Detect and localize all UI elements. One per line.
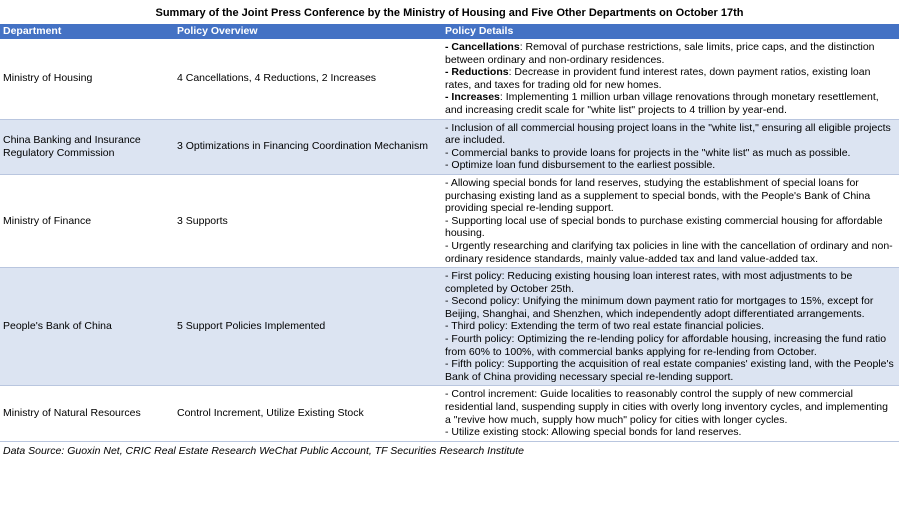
policy-detail-item (445, 426, 896, 439)
policy-detail-item (445, 41, 896, 66)
policy-detail-text: - Inclusion of all commercial housing project loans in the "white list," ensuring all eligible projects are included. (445, 121, 891, 147)
policy-table (0, 24, 899, 442)
policy-detail-text: - Fifth policy: Supporting the acquisition of real estate companies' existing land, with the People's Bank of China providing necessary special re-lending support. (445, 358, 894, 383)
policy-detail-text: - Urgently researching and clarifying tax policies in line with the cancellation of ordinary and non-ordinary residence standards, mainly value-added tax and land value-added tax. (445, 239, 893, 265)
policy-detail-item (445, 122, 896, 147)
policy-detail-item (445, 159, 896, 172)
policy-detail-item (445, 388, 896, 426)
policy-detail-item (445, 240, 896, 265)
policy-overview-cell: Control Increment, Utilize Existing Stock (177, 407, 364, 420)
data-source-note: Data Source: Guoxin Net, CRIC Real Estate Research WeChat Public Account, TF Securities Research Institute (3, 444, 524, 457)
policy-details-cell (442, 39, 899, 119)
table-row (0, 386, 899, 441)
policy-detail-text: - Third policy: Extending the term of two real estate financial policies. (445, 320, 765, 333)
policy-detail-text: : Removal of purchase restrictions, sale limits, price caps, and the distinction between ordinary and non-ordinary residences. (445, 41, 875, 66)
policy-detail-item (445, 147, 896, 160)
header-row (0, 24, 899, 39)
policy-details-cell (442, 268, 899, 386)
policy-detail-label: - Cancellations (445, 41, 520, 53)
header-policy-overview: Policy Overview (174, 24, 442, 39)
table-row (0, 39, 899, 119)
table-row (0, 268, 899, 386)
policy-detail-item (445, 270, 896, 295)
policy-detail-item (445, 177, 896, 215)
policy-detail-item (445, 358, 896, 383)
department-cell: Ministry of Finance (3, 214, 92, 227)
policy-details-cell (442, 174, 899, 267)
policy-detail-label: - Increases (445, 91, 500, 104)
policy-detail-text: - Supporting local use of special bonds to purchase existing commercial housing for affordable housing. (445, 214, 883, 240)
policy-detail-text: - Second policy: Unifying the minimum down payment ratio for mortgages to 15%, except for Beijing, Shanghai, and Shenzhen, which independently adopt differentiated arrangements. (445, 295, 874, 320)
department-cell: China Banking and Insurance Regulatory Commission (0, 119, 174, 174)
policy-detail-item (445, 333, 896, 358)
table-row (0, 119, 899, 174)
policy-details-cell (442, 119, 899, 174)
policy-detail-item (445, 91, 896, 116)
table-title: Summary of the Joint Press Conference by the Ministry of Housing and Five Other Departments on October 17th (155, 7, 744, 19)
policy-overview-cell: 5 Support Policies Implemented (174, 268, 442, 386)
policy-detail-text: - Optimize loan fund disbursement to the earliest possible. (445, 159, 716, 172)
policy-detail-text: - Fourth policy: Optimizing the re-lending policy for affordable housing, increasing the fund ratio from 60% to 100%, with commercial banks applying for re-lending from October. (445, 333, 887, 358)
policy-detail-text: - Allowing special bonds for land reserves, studying the establishment of special loans for purchasing existing land as a supplement to special bonds, with the People's Bank of China providing special re-lending support. (445, 176, 871, 215)
policy-detail-text: - Utilize existing stock: Allowing special bonds for land reserves. (445, 426, 742, 439)
header-department: Department (0, 24, 174, 39)
department-cell: Ministry of Housing (3, 72, 93, 85)
policy-overview-cell: 4 Cancellations, 4 Reductions, 2 Increases (177, 72, 377, 85)
policy-detail-text: - Control increment: Guide localities to reasonably control the supply of new commercial residential land, suspending supply in cities with overly long inventory cycles, and implementing a "revive how much, supply how much" policy for cities with longer cycles. (445, 388, 888, 426)
policy-detail-item (445, 295, 896, 320)
policy-detail-text: : Decrease in provident fund interest rates, down payment ratios, existing loan rates, and taxes for trading old for new homes. (445, 66, 871, 91)
policy-detail-label: - Reductions (445, 66, 509, 79)
policy-overview-cell: 3 Supports (177, 214, 228, 227)
header-policy-details: Policy Details (442, 24, 899, 39)
policy-detail-text: - Commercial banks to provide loans for projects in the "white list" as much as possible. (445, 146, 851, 159)
department-cell: Ministry of Natural Resources (3, 407, 141, 420)
policy-detail-item (445, 320, 896, 333)
policy-overview-cell: 3 Optimizations in Financing Coordination Mechanism (174, 119, 442, 174)
policy-detail-item (445, 215, 896, 240)
policy-detail-text: - First policy: Reducing existing housing loan interest rates, with most adjustments to be completed by October 25th. (445, 270, 853, 295)
policy-detail-text: : Implementing 1 million urban village renovations through monetary resettlement, and increasing credit scale for "white list" projects to 4 trillion by year-end. (445, 91, 879, 116)
department-cell: People's Bank of China (0, 268, 174, 386)
policy-detail-item (445, 66, 896, 91)
table-row (0, 174, 899, 267)
table-body (0, 39, 899, 441)
policy-details-cell (442, 386, 899, 441)
